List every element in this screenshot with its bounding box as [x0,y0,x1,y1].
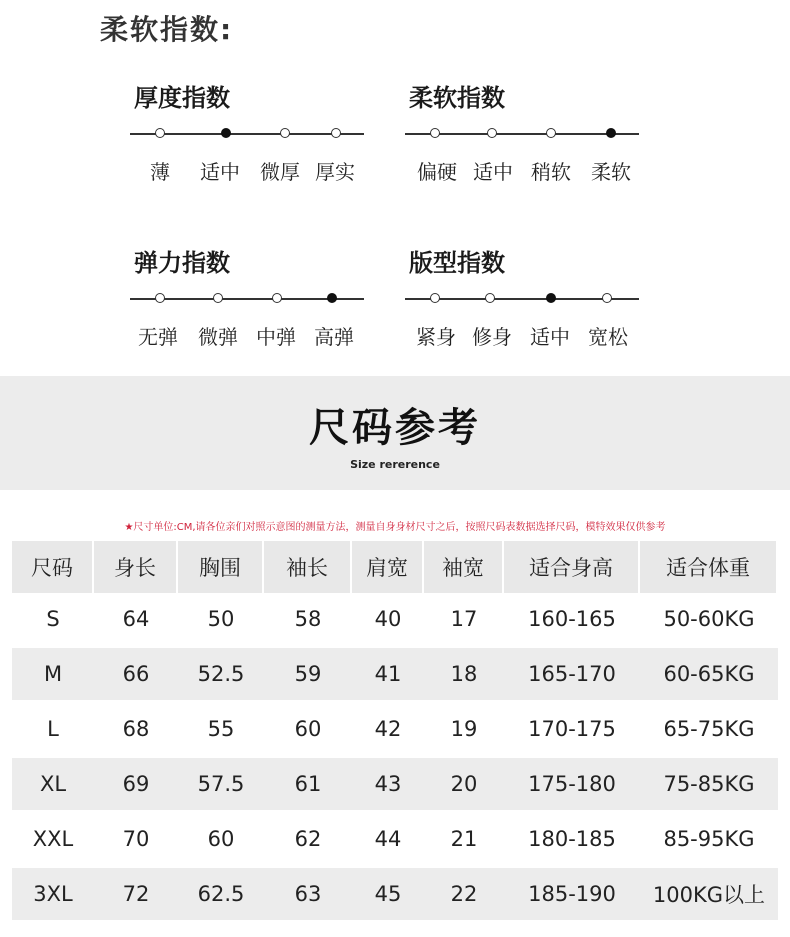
table-cell: 45 [352,868,424,923]
scale-label: 适中 [473,160,513,184]
elasticity-index [130,243,364,363]
scale-label: 柔软 [591,160,631,184]
scale-label: 适中 [200,160,240,184]
scale-label: 微厚 [260,160,300,184]
table-cell: 18 [424,648,504,703]
table-cell: 66 [94,648,178,703]
table-cell: 100KG以上 [640,868,778,923]
table-cell: 52.5 [178,648,264,703]
scale-label: 微弹 [198,325,238,349]
table-row [12,758,778,813]
scale-label: 偏硬 [417,160,457,184]
table-cell: 64 [94,593,178,648]
size-reference-banner [0,376,790,490]
scale-label: 厚实 [315,160,355,184]
table-cell: 185-190 [504,868,640,923]
table-cell: 72 [94,868,178,923]
scale-dot [487,128,497,138]
scale-label: 中弹 [256,325,296,349]
table-cell: 61 [264,758,352,813]
header-cell: 身长 [94,541,178,593]
table-cell: 170-175 [504,703,640,758]
table-cell: L [12,703,94,758]
scale-dot [155,293,165,303]
table-cell: 65-75KG [640,703,778,758]
table-cell: 40 [352,593,424,648]
scale-line [130,133,364,135]
table-cell: 63 [264,868,352,923]
scale-dot [155,128,165,138]
table-cell: S [12,593,94,648]
table-cell: XL [12,758,94,813]
header-cell: 尺码 [12,541,94,593]
table-cell: 41 [352,648,424,703]
table-cell: 19 [424,703,504,758]
size-reference-title: 尺码参考 [309,405,481,451]
table-cell: 60-65KG [640,648,778,703]
scale-dot [546,128,556,138]
table-cell: 44 [352,813,424,868]
scale-dot [430,128,440,138]
table-cell: 50 [178,593,264,648]
scale-dot [602,293,612,303]
scale-dot [331,128,341,138]
table-row [12,868,778,923]
scale-dot-selected [546,293,556,303]
scale-label: 薄 [150,160,170,184]
scale-dot [213,293,223,303]
table-cell: 59 [264,648,352,703]
table-cell: 160-165 [504,593,640,648]
scale-line [405,133,639,135]
table-cell: XXL [12,813,94,868]
softness-section-title: 柔软指数: [100,13,234,46]
table-cell: 55 [178,703,264,758]
table-cell: 68 [94,703,178,758]
scale-label: 稍软 [531,160,571,184]
header-cell: 袖宽 [424,541,504,593]
header-cell: 袖长 [264,541,352,593]
index-title: 柔软指数 [409,84,505,112]
table-row [12,813,778,868]
header-cell: 适合身高 [504,541,640,593]
scale-dot [272,293,282,303]
index-title: 弹力指数 [134,249,230,277]
header-cell: 肩宽 [352,541,424,593]
size-table [12,541,778,923]
table-cell: 57.5 [178,758,264,813]
thickness-index [130,78,364,198]
table-cell: 22 [424,868,504,923]
scale-label: 适中 [530,325,570,349]
table-cell: 3XL [12,868,94,923]
softness-index [405,78,639,198]
scale-dot [280,128,290,138]
table-cell: 42 [352,703,424,758]
scale-dot-selected [606,128,616,138]
table-row [12,703,778,758]
scale-dot [430,293,440,303]
scale-label: 紧身 [416,325,456,349]
fit-index [405,243,639,363]
table-header-row [12,541,778,593]
table-cell: 70 [94,813,178,868]
table-row [12,648,778,703]
table-cell: 43 [352,758,424,813]
scale-dot [485,293,495,303]
scale-dot-selected [221,128,231,138]
table-cell: 60 [178,813,264,868]
header-cell: 适合体重 [640,541,778,593]
scale-label: 无弹 [138,325,178,349]
table-cell: 21 [424,813,504,868]
size-reference-subtitle: Size rererence [350,458,440,471]
table-cell: 50-60KG [640,593,778,648]
index-title: 版型指数 [409,249,505,277]
table-cell: 60 [264,703,352,758]
table-cell: 180-185 [504,813,640,868]
table-cell: 58 [264,593,352,648]
table-cell: 20 [424,758,504,813]
table-cell: 85-95KG [640,813,778,868]
scale-label: 宽松 [588,325,628,349]
scale-label: 修身 [472,325,512,349]
table-cell: 62.5 [178,868,264,923]
table-cell: 69 [94,758,178,813]
table-cell: 175-180 [504,758,640,813]
table-cell: 165-170 [504,648,640,703]
header-cell: 胸围 [178,541,264,593]
table-cell: 62 [264,813,352,868]
table-cell: 17 [424,593,504,648]
size-note: ★尺寸单位:CM,请各位亲们对照示意图的测量方法，测量自身身材尺寸之后，按照尺码表数据选择尺码，模特效果仅供参考 [124,522,666,533]
scale-label: 高弹 [314,325,354,349]
scale-dot-selected [327,293,337,303]
table-cell: M [12,648,94,703]
table-cell: 75-85KG [640,758,778,813]
table-row [12,593,778,648]
index-title: 厚度指数 [134,84,230,112]
